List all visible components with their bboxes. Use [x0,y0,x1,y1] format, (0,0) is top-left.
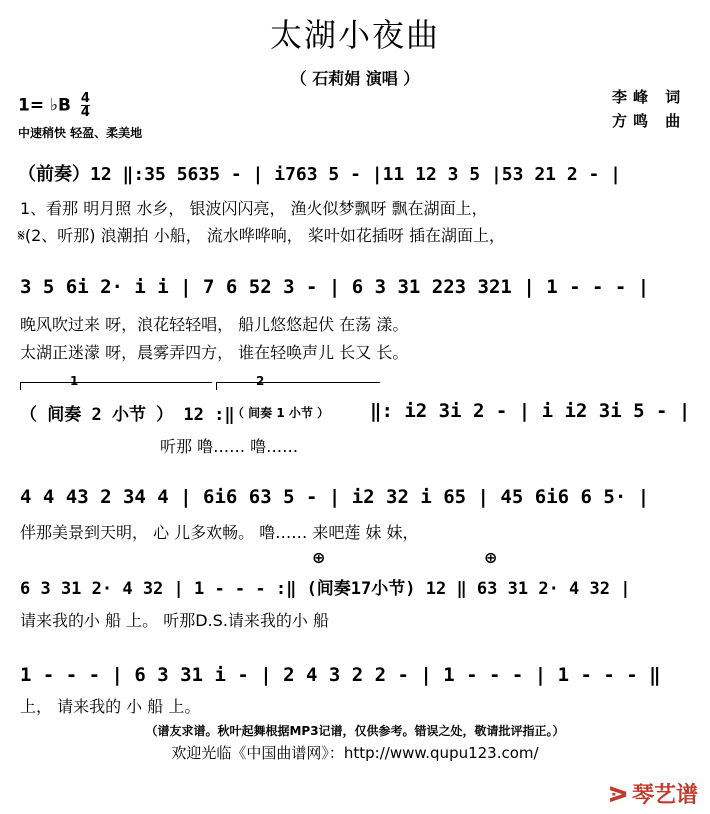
score-line-3-notes-left: （ 间奏 2 小节 ） 12 :‖ [20,405,235,425]
score-line-4-notes: 4 4 43 2 34 4 | 6i6 63 5 - | i2 32 i 65 | 45 6i6 6 5· | [20,486,650,508]
score-line-1-lyrics-1: 1、看那 明月照 水乡， 银波闪闪亮， 渔火似梦飘呀 飘在湖面上， [20,199,488,218]
time-signature [81,92,90,119]
site-credit[interactable]: 欢迎光临《中国曲谱网》：http://www.qupu123.com/ [171,744,539,762]
coda-sign-1: ⊕ [312,548,326,567]
score-line-1-notes: （前奏）12 ‖:35 5635 - | i763 5 - |11 12 3 5 |53 21 2 - | [18,164,622,185]
lyricist-credit: 李峰 词 [612,88,687,106]
score-line-6-notes: 1 - - - | 6 3 31 i - | 2 4 3 2 2 - | 1 - - - | 1 - - - ‖ [20,664,661,686]
song-title: 太湖小夜曲 [269,16,440,54]
score-line-3-notes-right: ‖: i2 3i 2 - | i i2 3i 5 - | [370,400,691,422]
tempo-marking: 中速稍快 轻盈、柔美地 [18,126,143,140]
volta-bracket-1-start [20,382,21,390]
volta-bracket-1 [20,382,212,383]
score-line-2-lyrics-2: 太湖正迷濛 呀，晨雾弄四方， 谁在轻唤声儿 长又 长。 [20,343,409,362]
logo-text: 琴艺谱 [631,783,698,808]
volta-1-label: 1 [70,374,79,388]
composer-credit: 方鸣 曲 [612,112,687,130]
score-line-3-lyrics: 听那 噜…… 噜…… [160,437,299,456]
score-line-1-lyrics-2: 𝄋(2、听那) 浪潮拍 小船， 流水哗哗响， 桨叶如花插呀 插在湖面上， [18,226,505,245]
volta-bracket-2-start [216,382,217,390]
key-label: 1= ♭B [18,95,71,116]
coda-sign-2: ⊕ [484,548,498,567]
key-signature [18,92,90,119]
volta-2-label: 2 [256,374,265,388]
singer-credit: （ 石莉娟 演唱 ） [290,69,420,88]
score-line-4-lyrics: 伴那美景到天明， 心 儿多欢畅。 噜…… 来吧莲 妹 妹， [20,523,419,542]
time-denominator: 4 [80,105,90,120]
site-logo [608,778,698,809]
score-line-5-notes: 6 3 31 2· 4 32 | 1 - - - :‖ (间奏17小节) 12 ‖ 63 31 2· 4 32 | [20,579,631,599]
score-line-2-lyrics-1: 晚风吹过来 呀，浪花轻轻唱， 船儿悠悠起伏 在荡 漾。 [20,315,409,334]
transcription-note: （谱友求谱。秋叶起舞根据MP3记谱，仅供参考。错误之处，敬请批评指正。） [145,724,565,738]
score-line-6-lyrics: 上， 请来我的 小 船 上。 [20,697,201,716]
score-line-3-interlude: （ 间奏 1 小节 ） [232,406,330,420]
logo-mark-icon: ᐷ [608,783,628,808]
score-line-2-notes: 3 5 6i 2· i i | 7 6 52 3 - | 6 3 31 223 321 | 1 - - - | [20,276,650,298]
score-line-5-lyrics: 请来我的小 船 上。 听那D.S.请来我的小 船 [20,611,329,630]
time-numerator: 4 [80,91,90,106]
volta-bracket-2 [216,382,380,383]
